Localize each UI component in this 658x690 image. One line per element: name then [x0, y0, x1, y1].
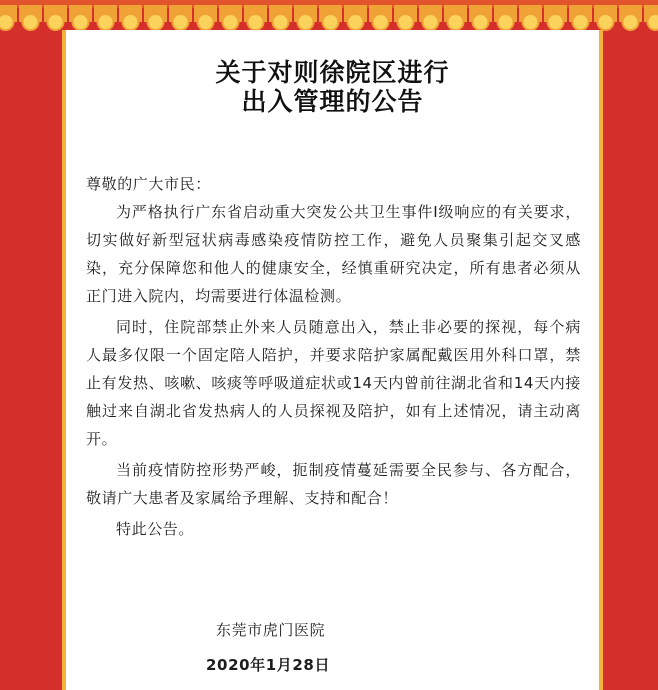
paragraph-4: 特此公告。 — [86, 515, 581, 543]
date: 2020年1月28日 — [206, 654, 330, 675]
paragraph-1: 为严格执行广东省启动重大突发公共卫生事件Ⅰ级响应的有关要求，切实做好新型冠状病毒感染疫情防控工作，避免人员聚集引起交叉感染，充分保障您和他人的健康安全，经慎重研究决定，所有患者必须从正门进入院内，均需要进行体温检测。 — [86, 198, 581, 310]
paragraph-3: 当前疫情防控形势严峻，扼制疫情蔓延需要全民参与、各方配合，敬请广大患者及家属给予理解、支持和配合！ — [86, 456, 581, 512]
greeting: 尊敬的广大市民： — [86, 170, 581, 198]
title-line-2: 出入管理的公告 — [66, 87, 599, 116]
paragraph-2: 同时，住院部禁止外来人员随意出入，禁止非必要的探视，每个病人最多仅限一个固定陪人陪护，并要求陪护家属配戴医用外科口罩，禁止有发热、咳嗽、咳痰等呼吸道症状或14天内曾前往湖北省和14天内接触过来自湖北省发热病人的人员探视及陪护，如有上述情况，请主动离开。 — [86, 313, 581, 453]
notice-body — [86, 170, 581, 546]
signature: 东莞市虎门医院 — [216, 619, 325, 640]
title-line-1: 关于对则徐院区进行 — [66, 58, 599, 87]
notice-paper — [62, 30, 603, 690]
page-title — [66, 58, 599, 116]
